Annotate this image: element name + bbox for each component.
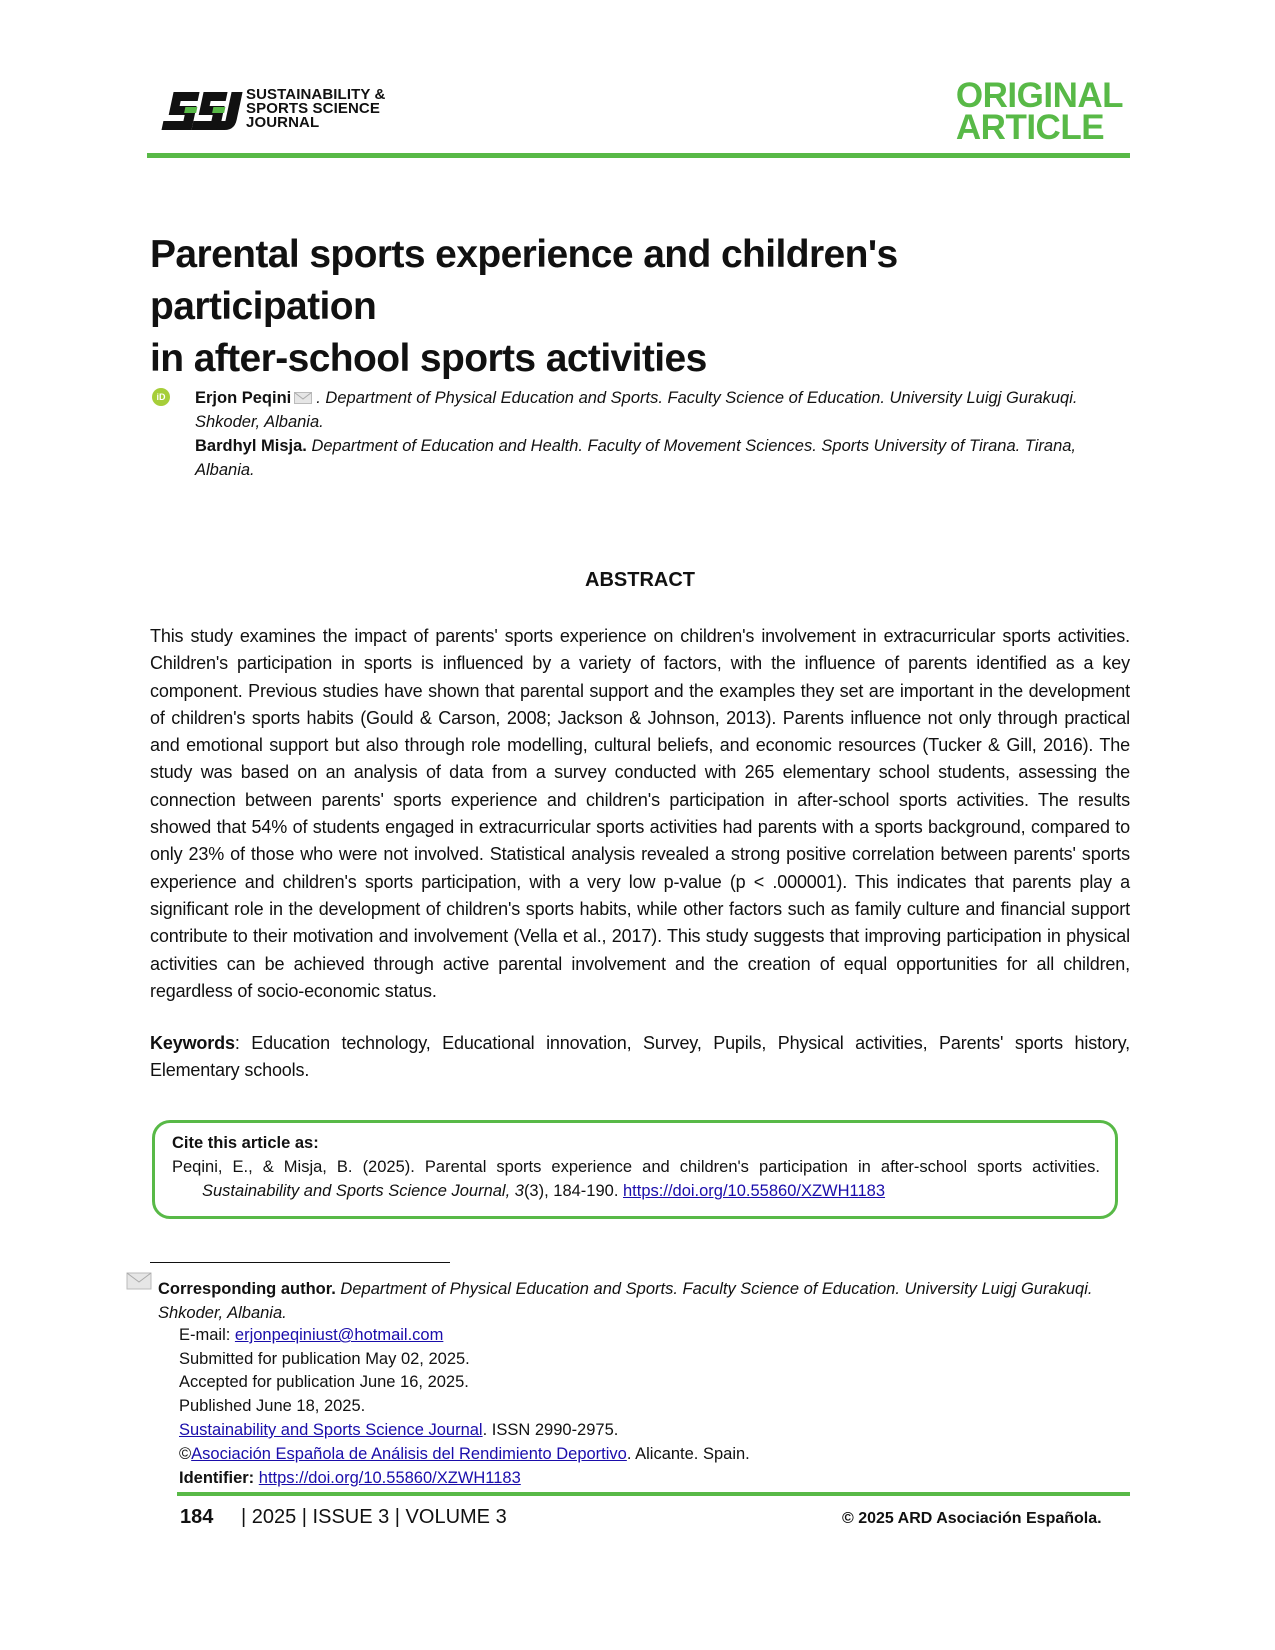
- submitted-date: Submitted for publication May 02, 2025.: [179, 1350, 470, 1368]
- email-line: E-mail: erjonpeqiniust@hotmail.com: [179, 1326, 444, 1344]
- citation-journal: Sustainability and Sports Science Journal, 3: [202, 1182, 524, 1200]
- identifier-doi-link[interactable]: https://doi.org/10.55860/XZWH1183: [258, 1469, 521, 1487]
- author-affiliation: Department of Education and Health. Faculty of Movement Sciences. Sports University of Tirana. Tirana, Albania.: [195, 437, 1077, 479]
- citation-heading: Cite this article as:: [172, 1134, 319, 1152]
- footnote-divider: [150, 1262, 450, 1263]
- journal-logo: [160, 88, 430, 136]
- article-type-label: ORIGINAL ARTICLE: [955, 76, 1123, 147]
- author-name: Bardhyl Misja.: [195, 437, 307, 455]
- issue-info: | 2025 | ISSUE 3 | VOLUME 3: [241, 1506, 507, 1528]
- corresponding-author-affiliation: Department of Physical Education and Sports. Faculty Science of Education. University Luigj Gurakuqi. Shkoder, Albania.: [158, 1280, 1093, 1322]
- identifier-line: [179, 1469, 521, 1488]
- citation-text: Peqini, E., & Misja, B. (2025). Parental sports experience and children's participation in after-school sports activities.: [172, 1158, 1100, 1176]
- email-link[interactable]: erjonpeqiniust@hotmail.com: [234, 1326, 444, 1344]
- accepted-date: Accepted for publication June 16, 2025.: [179, 1373, 469, 1391]
- abstract-body: This study examines the impact of parents' sports experience on children's involvement in extracurricular sports activities. Children's participation in sports is influenced by a variety of factors, with the influence of parents identified as a key component. Previous studies have shown that parental support and the examples they set are important in the development of children's sports habits (Gould & Carson, 2008; Jackson & Johnson, 2013). Parents influence not only through practical and emotional support but also through role modelling, cultural beliefs, and economic resources (Tucker & Gill, 2016). The study was based on an analysis of data from a survey conducted with 265 elementary school students, assessing the connection between parents' sports experience and children's participation in after-school sports activities. The results showed that 54% of students engaged in extracurricular sports activities had parents with a sports background, compared to only 23% of those who were not involved. Statistical analysis revealed a strong positive correlation between parents' sports experience and children's sports participation, with a very low p-value (p < .000001). This indicates that parents play a significant role in the development of children's sports habits, while other factors such as family culture and financial support contribute to their motivation and involvement (Vella et al., 2017). This study suggests that improving participation in physical activities can be achieved through active parental involvement and the creation of equal opportunities for all children, regardless of socio-economic status.: [150, 626, 1130, 1001]
- author-name[interactable]: Erjon Peqini: [195, 389, 292, 407]
- abstract-heading: ABSTRACT: [585, 569, 695, 591]
- journal-link[interactable]: Sustainability and Sports Science Journal: [179, 1421, 483, 1439]
- keywords: [150, 1030, 1130, 1085]
- footer-divider: [177, 1492, 1130, 1496]
- citation-source: [202, 1182, 885, 1201]
- author-entry: [195, 386, 1130, 434]
- keywords-label: Keywords: [150, 1033, 235, 1053]
- header-divider: [147, 153, 1130, 158]
- journal-issn-line: Sustainability and Sports Science Journal. ISSN 2990-2975.: [179, 1421, 619, 1439]
- corresponding-author-label: Corresponding author.: [158, 1280, 336, 1298]
- citation-doi-link[interactable]: https://doi.org/10.55860/XZWH1183: [623, 1182, 886, 1200]
- published-date: Published June 18, 2025.: [179, 1397, 366, 1415]
- envelope-icon: [126, 1272, 152, 1290]
- orcid-icon[interactable]: iD: [152, 388, 170, 406]
- author-affiliation: . Department of Physical Education and Sports. Faculty Science of Education. University Luigj Gurakuqi. Shkoder, Albania.: [195, 389, 1078, 431]
- envelope-icon[interactable]: [294, 392, 312, 404]
- page-number: 184: [180, 1506, 214, 1528]
- journal-logo-text: SUSTAINABILITY & SPORTS SCIENCE JOURNAL: [246, 86, 386, 131]
- ssj-logo-mark-icon: [160, 90, 248, 132]
- publisher-line: ©Asociación Española de Análisis del Rendimiento Deportivo. Alicante. Spain.: [179, 1445, 750, 1463]
- keywords-list: : Education technology, Educational innovation, Survey, Pupils, Physical activities, Parents' sports history, Elementary schools.: [150, 1033, 1130, 1081]
- citation-issue-pages: (3), 184-190.: [523, 1182, 623, 1200]
- identifier-label: Identifier:: [179, 1469, 259, 1487]
- corresponding-author: [158, 1277, 1130, 1325]
- author-entry: [195, 434, 1130, 482]
- footer-copyright: © 2025 ARD Asociación Española.: [842, 1510, 1102, 1527]
- publisher-link[interactable]: Asociación Española de Análisis del Rendimiento Deportivo: [191, 1445, 627, 1463]
- article-title: Parental sports experience and children's participation in after-school sports activities: [150, 233, 898, 380]
- author-list: [195, 386, 1130, 482]
